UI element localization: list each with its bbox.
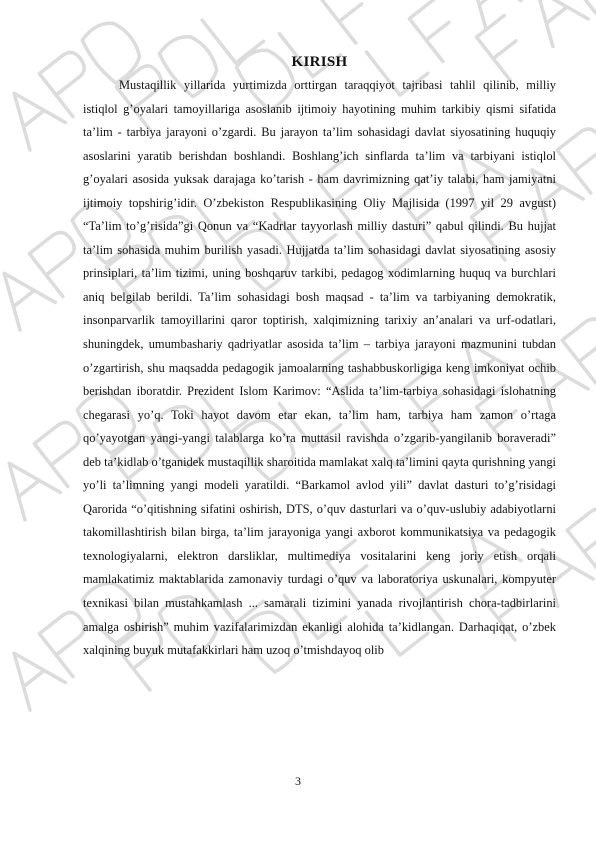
page-title: KIRISH (291, 54, 348, 70)
document-page (83, 52, 556, 663)
body-paragraph: Mustaqillik yillarida yurtimizda orttirgan taraqqiyot tajribasi tahlil qilinib, milliy istiqlol g’oyalari tamoyillariga asoslanib ijtimoiy hayotining muhim tarkibiy qismi sifatida ta’lim - tarbiya jarayoni o’zgardi. Bu jarayon ta’lim sohasidagi davlat siyosatining huquqiy asoslarini yaratib berishdan boshlandi. Boshlang’ich sinflarda ta’lim va tarbiyani istiqlol g’oyalari asosida yuksak darajaga ko’tarish - ham davrimizning qat’iy talabi, ham jamiyatni ijtimoiy topshirig’idir. O’zbekiston Respublikasining Oliy Majlisida (1997 yil 29 avgust) “Ta’lim to’g’risida”gi Qonun va “Kadrlar tayyorlash milliy dasturi” qabul qilindi. Bu hujjat ta’lim sohasida muhim burilish yasadi. Hujjatda ta’lim sohasidagi davlat siyosatining asosiy prinsiplari, ta’lim tizimi, uning boshqaruv tarkibi, pedagog xodimlarning huquq va burchlari aniq belgilab berildi. Ta’lim sohasidagi bosh maqsad - ta’lim va tarbiyaning demokratik, insonparvarlik tamoyillarini qaror toptirish, xalqimizning tarixiy an’analari va urf-odatlari, shuningdek, umumbashariy qadriyatlar asosida ta’lim – tarbiya jarayoni mazmunini tubdan o’zgartirish, shu maqsadda pedagogik jamoalarning tashabbuskorligiga keng imkoniyat ochib berishdan iboratdir. Prezident Islom Karimov: “Aslida ta’lim-tarbiya sohasidagi islohatning chegarasi yo’q. Toki hayot davom etar ekan, ta’lim ham, tarbiya ham zamon o’rtaga qo’yayotgan yangi-yangi talablarga ko’ra muttasil ravishda o’zgarib-yangilanib boraveradi” deb ta’kidlab o’tganidek mustaqillik sharoitida mamlakat xalq ta’limini qayta qurishning yangi yo’li ta’limning yangi modeli yaratildi. “Barkamol avlod yili” davlat dasturi to’g’risidagi Qarorida “o’qitishning sifatini oshirish, DTS, o’quv dasturlari va o’quv-uslubiy adabiyotlarni takomillashtirish bilan birga, ta’lim jarayoniga yangi axborot kommunikatsiya va pedagogik texnologiyalarni, elektron darsliklar, multimediya vositalarini keng joriy etish orqali mamlakatimiz maktablarida zamonaviy turdagi o’quv va laboratoriya uskunalari, kompyuter texnikasi bilan mustahkamlash ... samarali tizimini yanada rivojlantirish chora-tadbirlarini amalga oshirish” muhim vazifalarimizdan ekanligi alohida ta’kidlangan. Darhaqiqat, o’zbek xalqining buyuk mutafakkirlari ham uzoq o’tmishdayoq olib (83, 78, 556, 658)
page-number: 3 (295, 774, 301, 788)
